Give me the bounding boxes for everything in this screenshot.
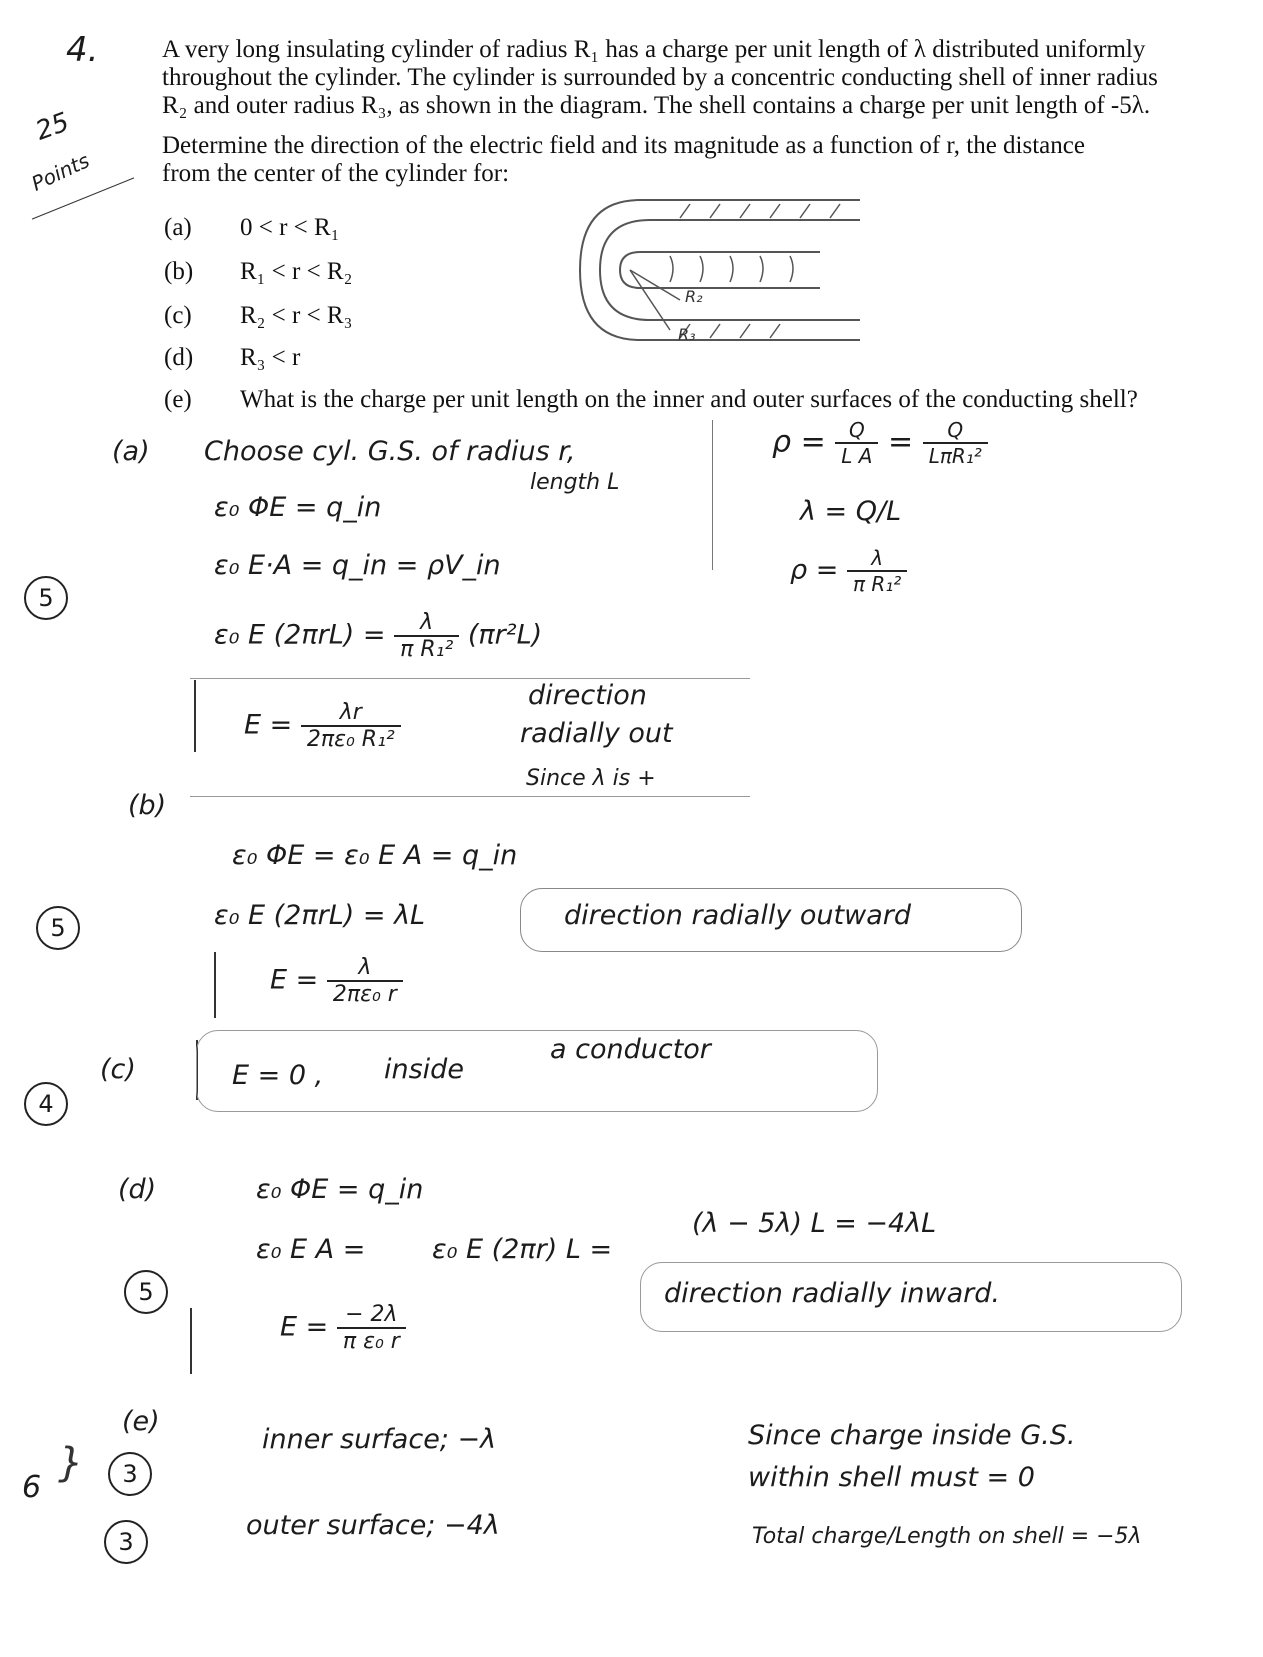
result-a-bracket	[194, 680, 196, 752]
side-num: λ	[871, 546, 884, 570]
sol-b-label: (b)	[128, 790, 167, 821]
side-rho-2	[790, 546, 907, 596]
part-e-label: (e)	[164, 386, 192, 413]
sol-a-dir2: radially out	[520, 718, 673, 749]
sol-a-dir1: direction	[528, 680, 647, 711]
score-e-brace: }	[58, 1440, 84, 1486]
sol-d-result-num: − 2λ	[345, 1302, 398, 1327]
score-d: 5	[124, 1270, 168, 1314]
sol-d-result-left: E =	[280, 1311, 329, 1343]
part-a-label: (a)	[164, 214, 192, 241]
part-d-label: (d)	[164, 344, 194, 371]
sol-e-note2: within shell must = 0	[748, 1462, 1035, 1493]
sol-b-eq2: ε₀ E (2πrL) = λL	[214, 900, 426, 931]
sol-a-label: (a)	[112, 436, 150, 467]
cylinder-shading	[670, 256, 793, 282]
problem-line-5: from the center of the cylinder for:	[162, 160, 510, 187]
sol-b-result	[270, 955, 403, 1007]
sol-c-label: (c)	[100, 1054, 136, 1085]
sol-d-label: (d)	[118, 1174, 157, 1205]
sol-d-dir: direction radially inward.	[664, 1278, 1000, 1309]
part-b-range: R₁ < r < R₂	[240, 258, 353, 285]
problem-line-2: throughout the cylinder. The cylinder is surrounded by a concentric conducting shell of inner radius	[162, 64, 1158, 91]
sol-d-result-fraction	[337, 1302, 406, 1354]
sol-d-eq2-mid: ε₀ E (2πr) L =	[432, 1234, 613, 1265]
sol-e-label: (e)	[122, 1406, 160, 1437]
score-a: 5	[24, 576, 68, 620]
part-d-range: R₃ < r	[240, 344, 301, 371]
side-frac-2	[923, 418, 988, 468]
side-rho2: ρ =	[790, 554, 839, 586]
part-b-label: (b)	[164, 258, 194, 285]
sol-a-eq3-den: π R₁²	[394, 635, 459, 662]
sol-b-dir: direction radially outward	[564, 900, 911, 931]
sol-d-eq1: ε₀ ΦE = q_in	[256, 1174, 424, 1205]
sol-a-result-den: 2πε₀ R₁²	[301, 725, 401, 752]
side-lambda: λ = Q/L	[800, 496, 902, 527]
sol-a-line1b: length L	[530, 470, 620, 495]
cylinder-diagram	[560, 190, 880, 360]
sol-a-result-num: λr	[339, 700, 362, 725]
side-q1: Q	[848, 418, 865, 442]
r3-label: R₃	[678, 325, 696, 344]
problem-line-1: A very long insulating cylinder of radius R₁ has a charge per unit length of λ distributed uniformly	[162, 36, 1146, 63]
score-b: 5	[36, 906, 80, 950]
sol-a-result	[244, 700, 401, 752]
score-e-total: 6	[22, 1470, 42, 1505]
side-frac-1	[835, 418, 878, 468]
side-rho-eq	[772, 418, 988, 468]
sol-a-result-left: E =	[244, 709, 293, 741]
part-a-range: 0 < r < R₁	[240, 214, 340, 241]
side-ltr: LπR₁²	[923, 442, 988, 468]
side-q2: Q	[947, 418, 964, 442]
sol-a-result-fraction	[301, 700, 401, 752]
result-d-bracket	[190, 1308, 192, 1374]
shell-hatching-top	[680, 204, 840, 218]
score-c: 4	[24, 1082, 68, 1126]
sol-e-note3: Total charge/Length on shell = −5λ	[752, 1524, 1142, 1549]
sol-d-eq2-left: ε₀ E A =	[256, 1234, 366, 1265]
part-e-question: What is the charge per unit length on the inner and outer surfaces of the conducting shell?	[240, 386, 1138, 413]
result-b-bracket	[214, 952, 216, 1018]
sol-b-result-fraction	[327, 955, 403, 1007]
sol-a-dir3: Since λ is +	[526, 766, 656, 791]
side-rho: ρ =	[772, 424, 826, 460]
side-divider	[712, 420, 713, 570]
sol-a-eq3-left: ε₀ E (2πrL) =	[214, 619, 386, 651]
problem-line-4: Determine the direction of the electric field and its magnitude as a function of r, the distance	[162, 132, 1085, 159]
sol-d-result-den: π ε₀ r	[337, 1327, 406, 1354]
result-a-bottom-rule	[190, 796, 750, 797]
inner-shell-outline	[600, 220, 860, 320]
points-value: 25	[31, 107, 74, 147]
problem-number: 4.	[66, 30, 99, 70]
score-e-inner: 3	[108, 1452, 152, 1496]
sol-d-eq2-right: (λ − 5λ) L = −4λL	[692, 1208, 937, 1239]
r2-label: R₂	[685, 287, 703, 306]
sol-e-inner: inner surface; −λ	[262, 1424, 497, 1455]
sol-a-eq3-num: λ	[420, 610, 434, 635]
sol-b-result-num: λ	[358, 955, 372, 980]
sol-b-result-left: E =	[270, 964, 319, 996]
side-den: π R₁²	[847, 570, 907, 596]
sol-e-note1: Since charge inside G.S.	[748, 1420, 1076, 1451]
points-word: Points	[27, 148, 94, 196]
sol-b-eq1: ε₀ ΦE = ε₀ E A = q_in	[232, 840, 518, 871]
side-la: L A	[835, 442, 878, 468]
sol-a-line1: Choose cyl. G.S. of radius r,	[204, 436, 576, 467]
side-equals: =	[888, 424, 914, 460]
sol-d-result	[280, 1302, 406, 1354]
sol-c-text: E = 0 ,	[232, 1060, 324, 1091]
sol-c-note2: a conductor	[550, 1034, 711, 1065]
sol-a-eq1: ε₀ ΦE = q_in	[214, 492, 382, 523]
score-e-outer: 3	[104, 1520, 148, 1564]
sol-a-eq3	[214, 610, 542, 662]
part-c-range: R₂ < r < R₃	[240, 302, 353, 329]
sol-a-eq3-right: (πr²L)	[467, 619, 543, 651]
sol-a-eq2: ε₀ E·A = q_in = ρV_in	[214, 550, 501, 581]
side-frac-3	[847, 546, 907, 596]
problem-line-3: R₂ and outer radius R₃, as shown in the diagram. The shell contains a charge per unit length of -5λ.	[162, 92, 1151, 119]
sol-b-result-den: 2πε₀ r	[327, 980, 403, 1007]
result-a-top-rule	[190, 678, 750, 679]
part-c-label: (c)	[164, 302, 192, 329]
sol-c-note1: inside	[384, 1054, 464, 1085]
sol-a-eq3-fraction	[394, 610, 459, 662]
sol-e-outer: outer surface; −4λ	[246, 1510, 500, 1541]
